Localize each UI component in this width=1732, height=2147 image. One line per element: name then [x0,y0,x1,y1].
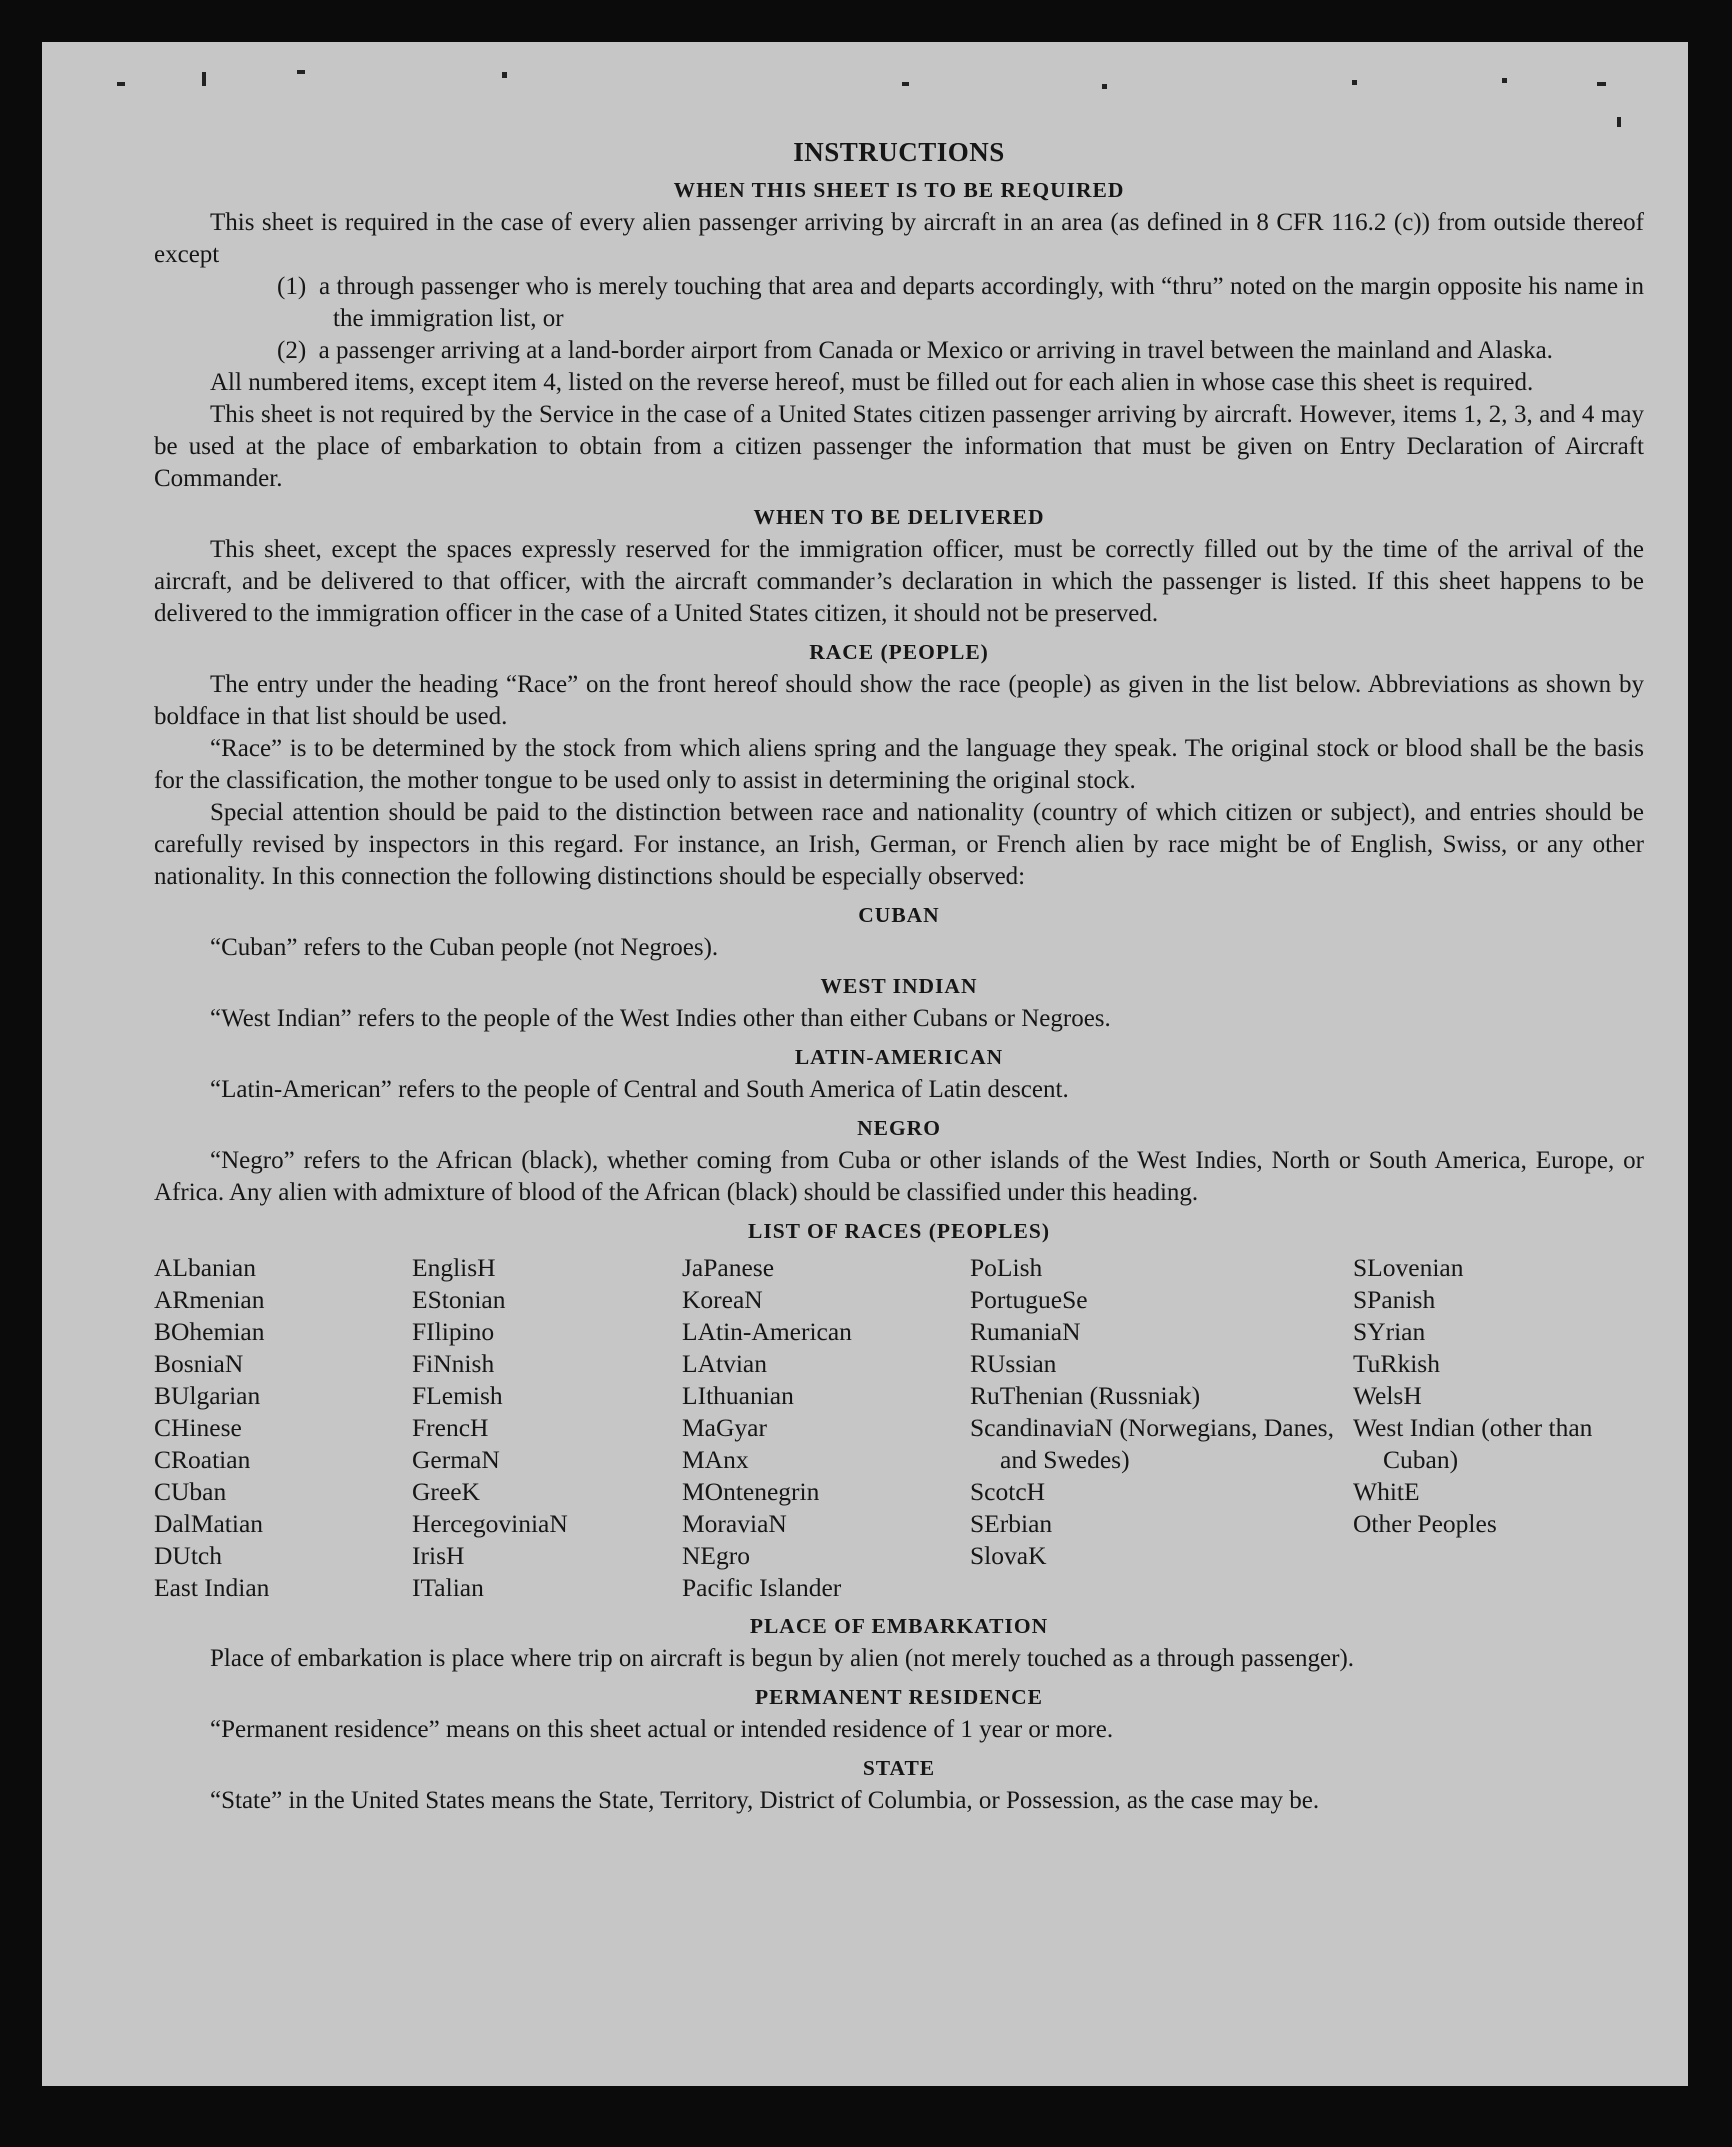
heading-when-required: WHEN THIS SHEET IS TO BE REQUIRED [673,178,1125,202]
race-column-5 [1353,1252,1643,1604]
instructions-content [154,97,1644,1817]
heading-list-of-races: LIST OF RACES (PEOPLES) [748,1219,1050,1243]
race-entry: WelsH [1353,1381,1422,1410]
state-paragraph: “State” in the United States means the State, Territory, District of Columbia, or Possession, as the case may be. [210,1787,1320,1814]
race-entry: WhitE [1353,1477,1420,1506]
delivered-paragraph: This sheet, except the spaces expressly reserved for the immigration officer, must be correctly filled out by the time of the arrival of the aircraft, and be delivered to that officer, with the aircraft commander’s declaration in which the passenger is listed. If this sheet happens to be delivered to the immigration officer in the case of a United States citizen, it should not be preserved. [154,536,1644,627]
race-entry: SYrian [1353,1317,1426,1346]
race-paragraph-2: “Race” is to be determined by the stock from which aliens spring and the language they speak. The original stock or blood shall be the basis for the classification, the mother tongue to be used only to assist in determining the original stock. [154,735,1644,794]
scan-speck [1597,82,1606,86]
heading-negro: NEGRO [857,1116,941,1140]
cuban-paragraph: “Cuban” refers to the Cuban people (not Negroes). [210,934,719,961]
race-entry: NEgro [682,1541,750,1570]
race-entry: RuThenian (Russniak) [970,1381,1201,1410]
race-paragraph-1: The entry under the heading “Race” on the front hereof should show the race (people) as given in the list below. Abbreviations as shown by boldface in that list should be used. [154,671,1644,730]
race-entry: Pacific Islander [682,1573,842,1602]
race-entry: DUtch [154,1541,222,1570]
heading-state: STATE [862,1756,936,1780]
race-entry: LIthuanian [682,1381,794,1410]
race-entry: BosniaN [154,1349,244,1378]
race-entry: ITalian [412,1573,484,1602]
scan-speck [202,72,206,86]
race-entry: FiNnish [412,1349,495,1378]
race-entry: West Indian (other than Cuban) [1353,1413,1593,1474]
race-entry: MOntenegrin [682,1477,820,1506]
required-paragraph-3: This sheet is not required by the Service in the case of a United States citizen passenger arriving by aircraft. However, items 1, 2, 3, and 4 may be used at the place of embarkation to obtain from a citizen passenger the information that must be given on Entry Declaration of Aircraft Commander. [154,401,1644,492]
scan-speck [902,82,909,86]
scan-speck [297,70,305,74]
race-entry: TuRkish [1353,1349,1440,1378]
race-entry: SErbian [970,1509,1053,1538]
scan-speck [117,82,125,86]
race-entry: JaPanese [682,1253,775,1282]
race-entry: IrisH [412,1541,465,1570]
race-entry: FIlipino [412,1317,495,1346]
race-entry: KoreaN [682,1285,763,1314]
race-entry: SPanish [1353,1285,1436,1314]
race-entry: FLemish [412,1381,503,1410]
scan-speck [502,72,507,78]
required-paragraph-2: All numbered items, except item 4, listed on the reverse hereof, must be filled out for each alien in whose case this sheet is required. [210,369,1534,396]
page-title: INSTRUCTIONS [793,137,1005,167]
race-entry: CUban [154,1477,227,1506]
race-entry: EStonian [412,1285,506,1314]
race-entry: ScandinaviaN (Norwegians, Danes, and Swedes) [970,1413,1334,1474]
latin-american-paragraph: “Latin-American” refers to the people of Central and South America of Latin descent. [210,1076,1069,1103]
required-intro: This sheet is required in the case of every alien passenger arriving by aircraft in an area (as defined in 8 CFR 116.2 (c)) from outside thereof except [154,209,1644,268]
race-entry: MoraviaN [682,1509,787,1538]
race-entry: LAtvian [682,1349,767,1378]
race-entry: LAtin-American [682,1317,852,1346]
residence-paragraph: “Permanent residence” means on this sheet actual or intended residence of 1 year or more. [210,1716,1114,1743]
race-entry: East Indian [154,1573,270,1602]
race-entry: DalMatian [154,1509,264,1538]
race-column-4 [970,1252,1353,1604]
heading-permanent-residence: PERMANENT RESIDENCE [755,1685,1043,1709]
race-entry: CHinese [154,1413,242,1442]
heading-when-delivered: WHEN TO BE DELIVERED [753,505,1045,529]
race-entry: BUlgarian [154,1381,261,1410]
heading-place-of-embarkation: PLACE OF EMBARKATION [749,1614,1049,1638]
race-entry: ALbanian [154,1253,256,1282]
exception-item-2: (2) a passenger arriving at a land-border airport from Canada or Mexico or arriving in travel between the mainland and Alaska. [277,337,1553,364]
heading-latin-american: LATIN-AMERICAN [794,1045,1004,1069]
exception-item-1: (1) a through passenger who is merely touching that area and departs accordingly, with “thru” noted on the margin opposite his name in the immigration list, or [277,273,1644,332]
race-entry: ScotcH [970,1477,1046,1506]
negro-paragraph: “Negro” refers to the African (black), whether coming from Cuba or other islands of the West Indies, North or South America, Europe, or Africa. Any alien with admixture of blood of the African (black) should be classified under this heading. [154,1147,1644,1206]
race-entry: GreeK [412,1477,480,1506]
document-sheet [42,42,1688,2086]
race-entry: MAnx [682,1445,749,1474]
race-entry: FrencH [412,1413,489,1442]
race-entry: PoLish [970,1253,1043,1282]
heading-west-indian: WEST INDIAN [820,974,978,998]
heading-race: RACE (PEOPLE) [809,640,989,664]
scan-speck [1352,80,1357,85]
race-entry: CRoatian [154,1445,251,1474]
race-entry: PortugueSe [970,1285,1088,1314]
embarkation-paragraph: Place of embarkation is place where trip on aircraft is begun by alien (not merely touched as a through passenger). [210,1645,1355,1672]
scan-speck [1102,84,1107,89]
scan-speck [1502,78,1507,83]
race-column-2 [412,1252,682,1604]
race-entry: GermaN [412,1445,500,1474]
race-entry: MaGyar [682,1413,767,1442]
race-entry: RUssian [970,1349,1057,1378]
race-entry: SLovenian [1353,1253,1464,1282]
race-paragraph-3: Special attention should be paid to the distinction between race and nationality (country of which citizen or subject), and entries should be carefully revised by inspectors in this regard. For instance, an Irish, German, or French alien by race might be of English, Swiss, or any other nationality. In this connection the following distinctions should be especially observed: [154,799,1644,890]
race-entry: RumaniaN [970,1317,1081,1346]
race-entry: HercegoviniaN [412,1509,568,1538]
race-entry: ARmenian [154,1285,265,1314]
race-column-3 [682,1252,970,1604]
race-entry: EnglisH [412,1253,496,1282]
race-column-1 [154,1252,412,1604]
race-entry: SlovaK [970,1541,1047,1570]
race-list [154,1252,1644,1604]
race-entry: BOhemian [154,1317,265,1346]
west-indian-paragraph: “West Indian” refers to the people of the West Indies other than either Cubans or Negroes. [210,1005,1111,1032]
heading-cuban: CUBAN [858,903,940,927]
race-entry: Other Peoples [1353,1509,1497,1538]
